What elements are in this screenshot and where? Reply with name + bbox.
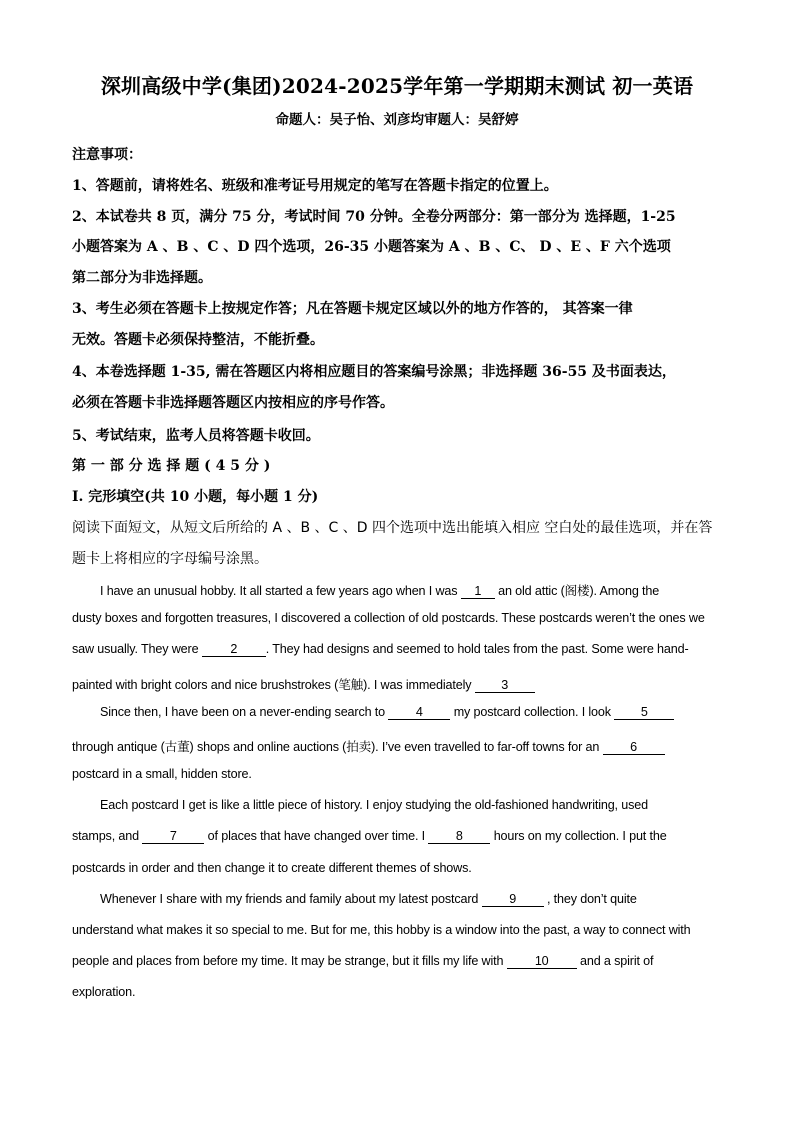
passage-line: exploration. xyxy=(72,985,136,999)
blank-3: 3 xyxy=(475,679,535,693)
passage-text: . They had designs and seemed to hold tales from the past. Some were hand- xyxy=(265,642,689,656)
passage-line xyxy=(72,674,736,693)
passage-text: my postcard collection. I look xyxy=(450,705,615,719)
passage-text: Whenever I share with my friends and family about my latest postcard xyxy=(100,892,482,906)
note-line: 2、本试卷共 8 页，满分 75 分，考试时间 70 分钟。全卷分两部分：第一部分为 选择题，1-25 xyxy=(72,209,676,225)
blank-6: 6 xyxy=(603,741,665,755)
notes-heading: 注意事项： xyxy=(72,147,142,163)
passage-line: postcards in order and then change it to create different themes of shows. xyxy=(72,861,472,875)
passage-line xyxy=(100,580,736,599)
passage-text: Since then, I have been on a never-ending search to xyxy=(100,705,389,719)
blank-9: 9 xyxy=(482,893,544,907)
exam-title: 深圳高级中学(集团)2024-2025学年第一学期期末测试 初一英语 xyxy=(100,74,694,98)
passage-line xyxy=(72,642,736,657)
passage-text: painted with bright colors and nice brushstrokes (笔触). I was immediately xyxy=(72,678,475,692)
instruction-line: 题卡上将相应的字母编号涂黑。 xyxy=(72,551,268,567)
passage-text: hours on my collection. I put the xyxy=(490,829,667,843)
note-line: 1、答题前，请将姓名、班级和准考证号用规定的笔写在答题卡指定的位置上。 xyxy=(72,178,558,194)
passage-line xyxy=(72,736,736,755)
passage-text: through antique (古董) shops and online auctions (拍卖). I’ve even travelled to far-off towns for an xyxy=(72,740,603,754)
blank-1: 1 xyxy=(461,585,495,599)
passage-line: understand what makes it so special to me. But for me, this hobby is a window into the past, a way to connect with xyxy=(72,923,691,937)
passage-text: and a spirit of xyxy=(576,954,654,968)
blank-4: 4 xyxy=(388,706,450,720)
note-line: 无效。答题卡必须保持整洁，不能折叠。 xyxy=(72,332,324,348)
instruction-line: 阅读下面短文，从短文后所给的 A 、B 、C 、D 四个选项中选出能填入相应 空白处的最佳选项，并在答 xyxy=(72,520,713,536)
passage-line: postcard in a small, hidden store. xyxy=(72,767,252,781)
section-title: I. 完形填空(共 10 小题，每小题 1 分) xyxy=(72,489,319,505)
passage-text: , they don’t quite xyxy=(543,892,637,906)
passage-line xyxy=(72,954,736,969)
passage-text: stamps, and xyxy=(72,829,143,843)
passage-text: people and places from before my time. It may be strange, but it fills my life with xyxy=(72,954,507,968)
note-line: 3、考生必须在答题卡上按规定作答；凡在答题卡规定区域以外的地方作答的， 其答案一律 xyxy=(72,301,633,317)
exam-authors: 命题人：吴子怡、刘彦均审题人：吴舒婷 xyxy=(275,112,519,128)
passage-line xyxy=(72,829,736,844)
passage-line: dusty boxes and forgotten treasures, I discovered a collection of old postcards. These postcards weren’t the ones we xyxy=(72,611,705,625)
note-line: 第二部分为非选择题。 xyxy=(72,270,212,286)
passage-text: I have an unusual hobby. It all started a few years ago when I was xyxy=(100,584,461,598)
passage-line xyxy=(100,892,736,907)
blank-10: 10 xyxy=(507,955,577,969)
blank-2: 2 xyxy=(202,643,266,657)
blank-5: 5 xyxy=(614,706,674,720)
passage-text: saw usually. They were xyxy=(72,642,202,656)
passage-line xyxy=(100,705,736,720)
passage-text: an old attic (阁楼). Among the xyxy=(494,584,660,598)
note-line: 必须在答题卡非选择题答题区内按相应的序号作答。 xyxy=(72,395,394,411)
part1-heading: 第 一 部 分 选 择 题 ( 4 5 分 ) xyxy=(72,458,271,474)
note-line: 4、本卷选择题 1-35, 需在答题区内将相应题目的答案编号涂黑；非选择题 36-55 及书面表达， xyxy=(72,364,676,380)
note-line: 5、考试结束，监考人员将答题卡收回。 xyxy=(72,428,320,444)
passage-line: Each postcard I get is like a little piece of history. I enjoy studying the old-fashioned handwriting, used xyxy=(100,798,648,812)
note-line: 小题答案为 A 、B 、C 、D 四个选项，26-35 小题答案为 A 、B 、C、 D 、E 、F 六个选项 xyxy=(72,239,671,255)
blank-7: 7 xyxy=(142,830,204,844)
blank-8: 8 xyxy=(428,830,490,844)
passage-text: of places that have changed over time. I xyxy=(204,829,429,843)
